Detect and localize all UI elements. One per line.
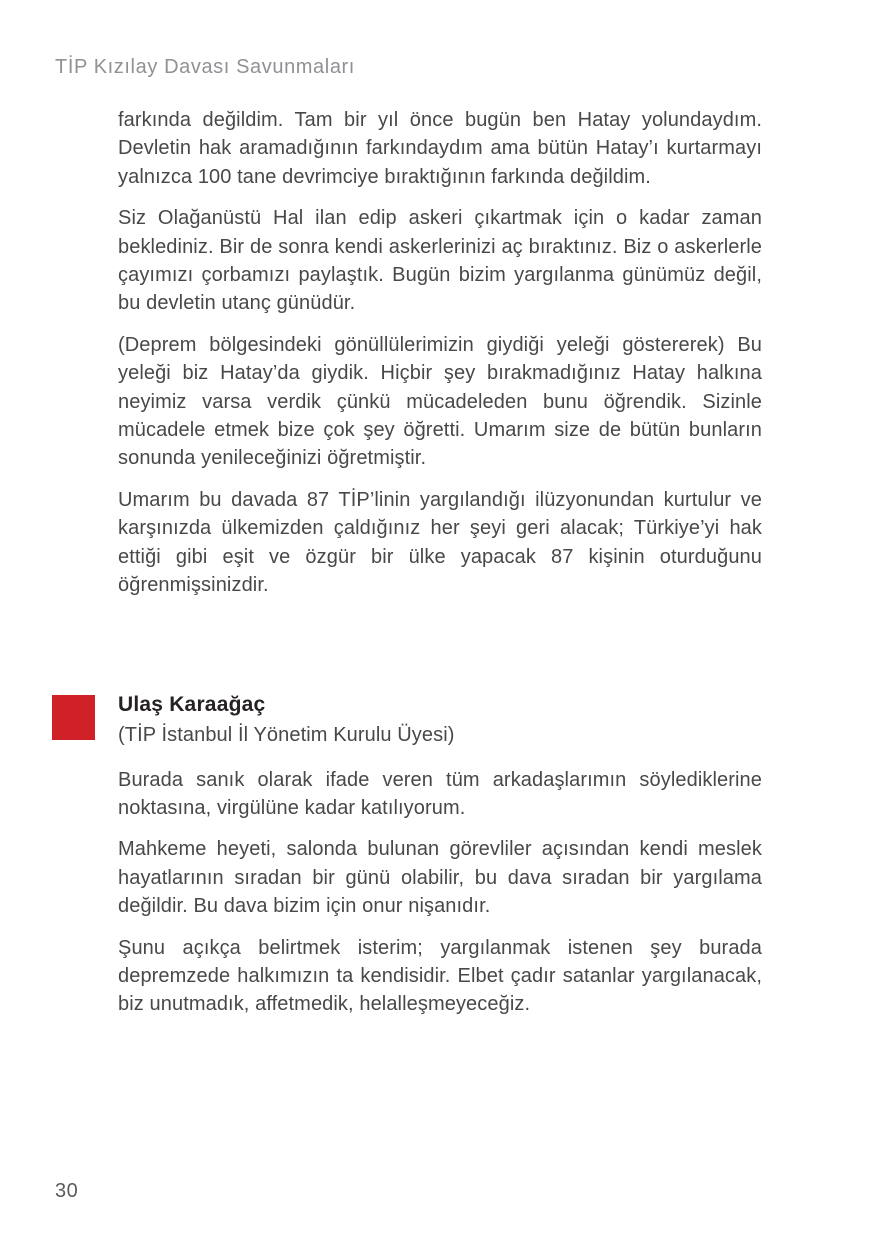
section-marker bbox=[52, 695, 95, 740]
page-content bbox=[118, 106, 762, 1032]
speaker-name: Ulaş Karaağaç bbox=[118, 692, 266, 716]
running-header: TİP Kızılay Davası Savunmaları bbox=[55, 56, 355, 78]
body-paragraph: Mahkeme heyeti, salonda bulunan görevliler açısından kendi meslek hayatlarının sıradan bir günü olabilir, bu dava sıradan bir yargılama değildir. Bu dava bizim için onur nişanıdır. bbox=[118, 838, 762, 918]
page-number: 30 bbox=[55, 1180, 79, 1202]
body-paragraph: Siz Olağanüstü Hal ilan edip askeri çıkartmak için o kadar zaman beklediniz. Bir de sonra kendi askerlerinizi aç bıraktınız. Biz o askerlerle çayımızı çorbamızı paylaştık. Bugün bizim yargılanma günümüz değil, bu devletin utanç günüdür. bbox=[118, 207, 762, 315]
body-paragraph: Burada sanık olarak ifade veren tüm arkadaşlarımın söylediklerine noktasına, virgülüne kadar katılıyorum. bbox=[118, 768, 762, 819]
body-paragraph: farkında değildim. Tam bir yıl önce bugün ben Hatay yolundaydım. Devletin hak aramadığının farkındaydım ama bütün Hatay’ı kurtarmayı yalnızca 100 tane devrimciye bıraktığının farkında değildim. bbox=[118, 109, 762, 188]
speaker-title: (TİP İstanbul İl Yönetim Kurulu Üyesi) bbox=[118, 723, 455, 746]
body-paragraph: Umarım bu davada 87 TİP’linin yargılandığı ilüzyonundan kurtulur ve karşınızda ülkemizden çaldığınız her şeyi geri alacak; Türkiye’yi hak ettiği gibi eşit ve özgür bir ülke yapacak 87 kişinin oturduğunu öğrenmişsinizdir. bbox=[118, 488, 762, 597]
body-paragraph: (Deprem bölgesindeki gönüllülerimizin giydiği yeleği göstererek) Bu yeleği biz Hatay’da giydik. Hiçbir şey bırakmadığınız Hatay halkına neyimiz varsa verdik çünkü mücadeleden bunu öğrendik. Sizinle mücadele etmek bize çok şey öğretti. Umarım size de bütün bunların sonunda yenileceğinizi öğretmiştir. bbox=[118, 333, 762, 470]
body-paragraph: Şunu açıkça belirtmek isterim; yargılanmak istenen şey burada depremzede halkımızın ta kendisidir. Elbet çadır satanlar yargılanacak, biz unutmadık, affetmedik, helalleşmeyeceğiz. bbox=[118, 936, 762, 1016]
speaker-section-heading bbox=[118, 690, 762, 750]
